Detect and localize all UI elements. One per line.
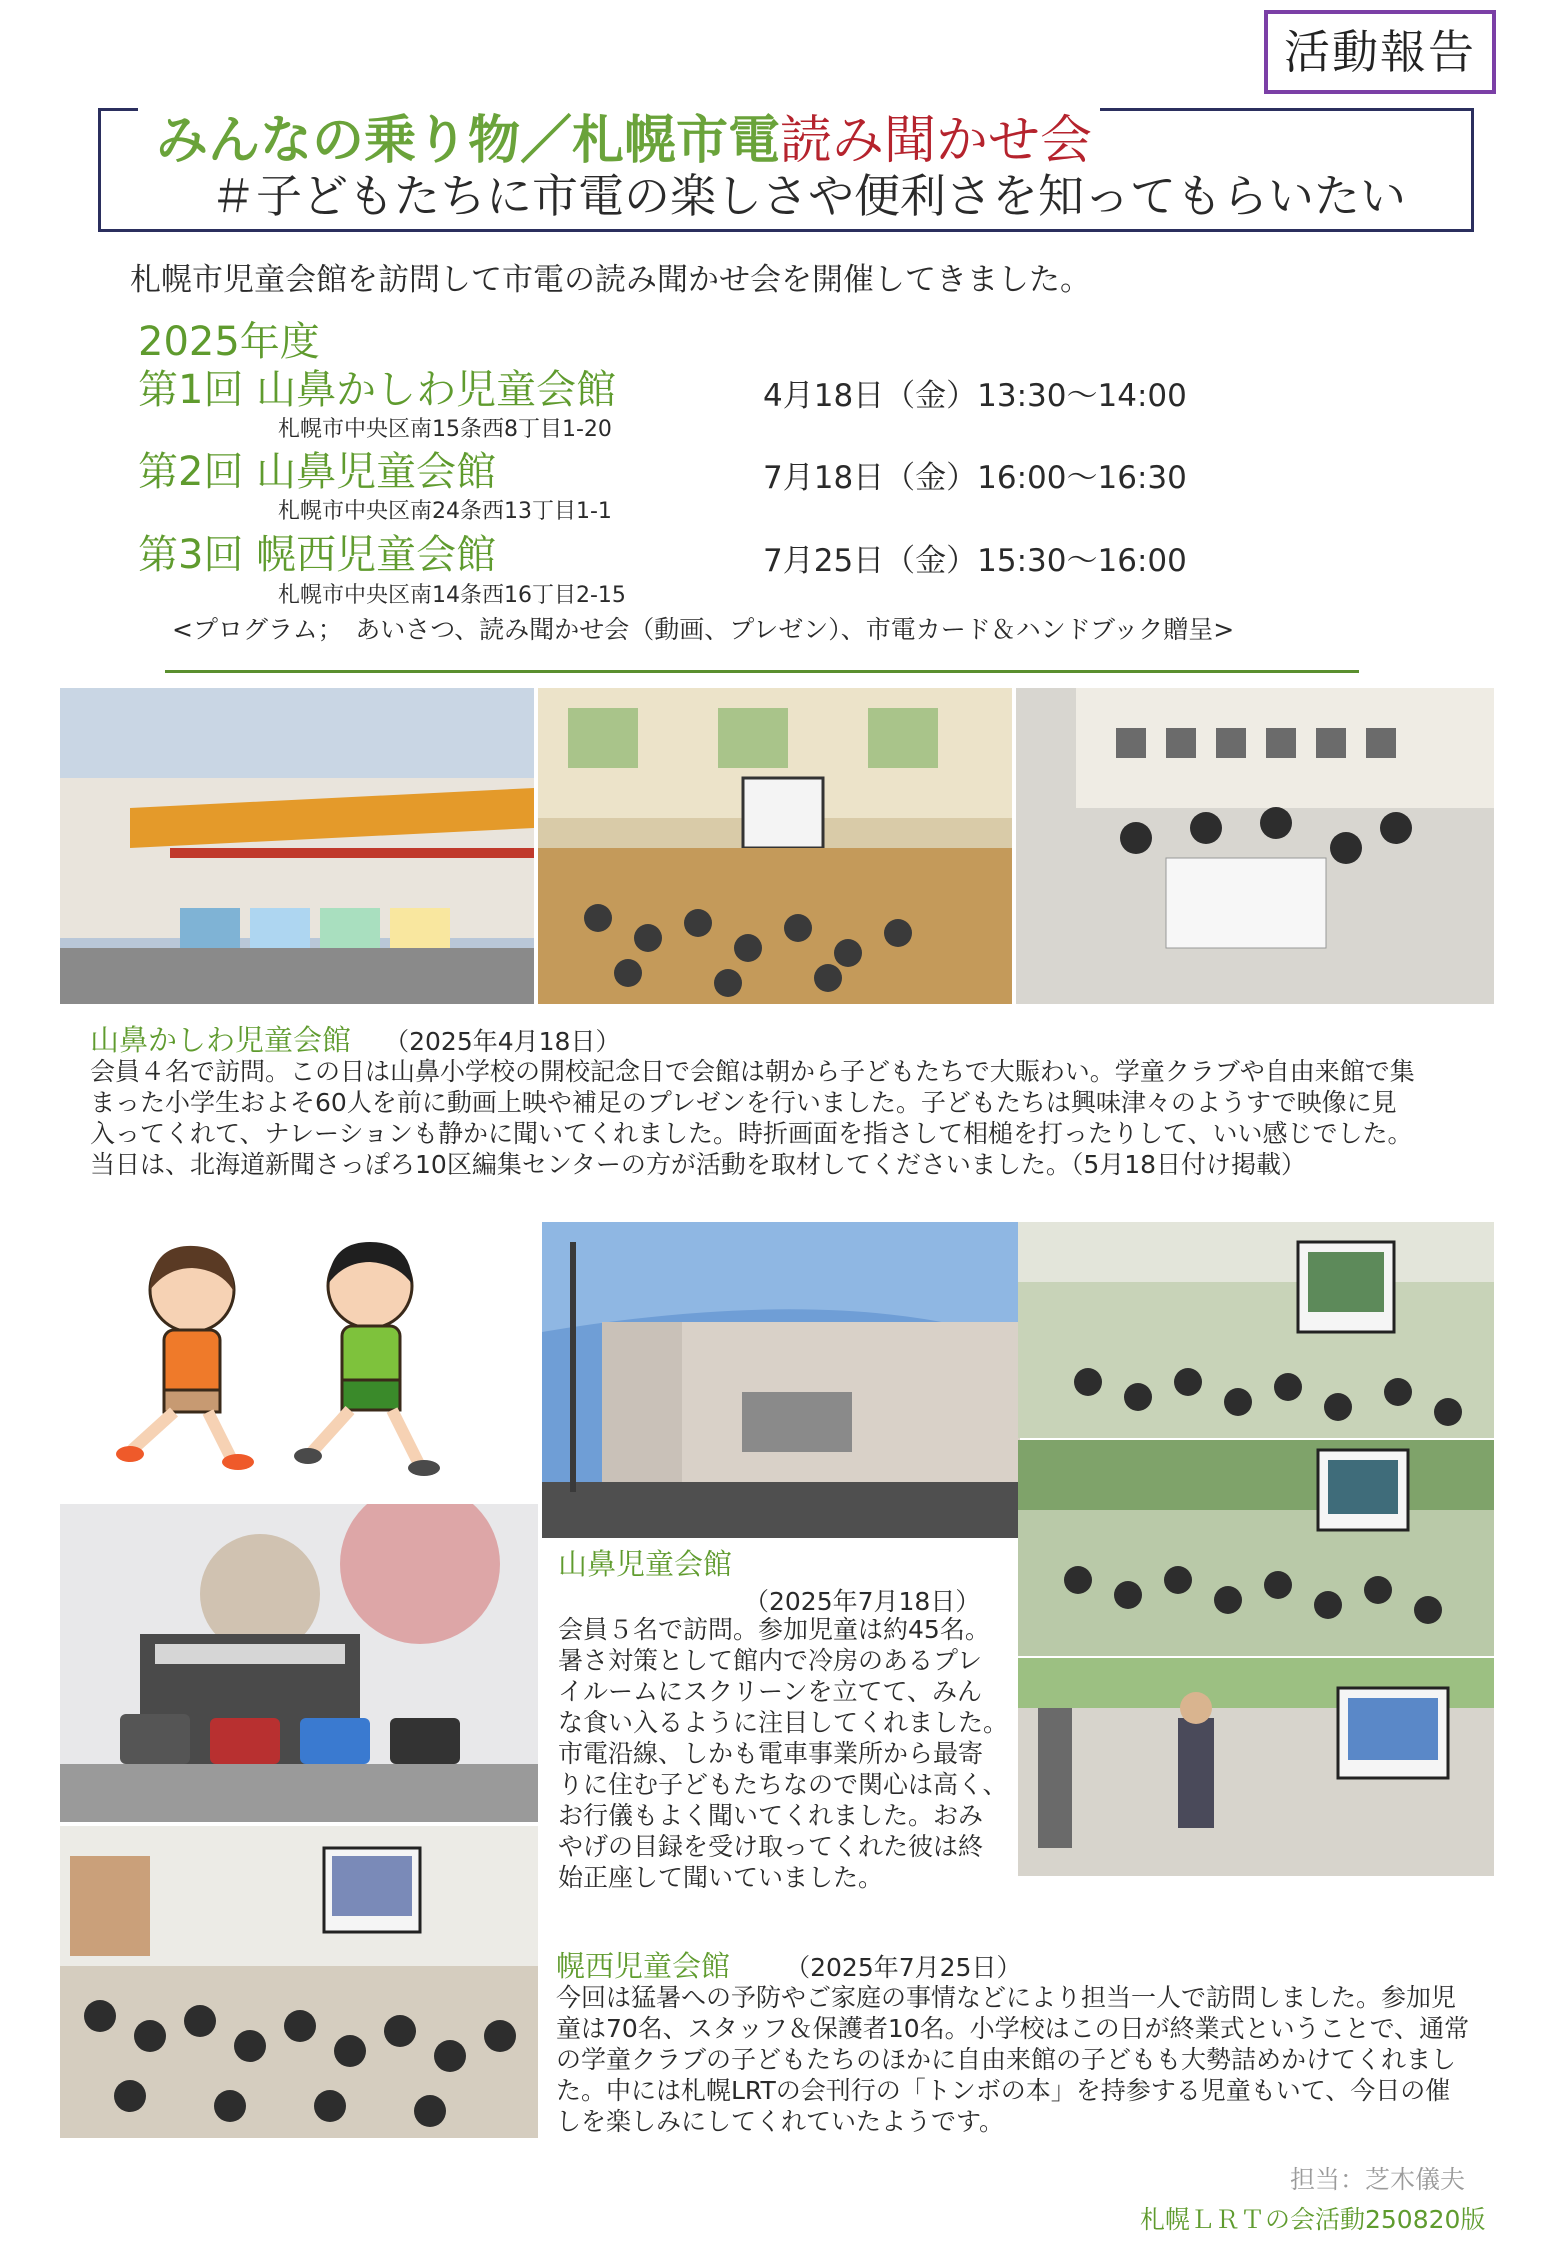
- section1-line: まった小学生およそ60人を前に動画上映や補足のプレゼンを行いました。子どもたちは興味津々のようすで映像に見: [90, 1088, 1397, 1117]
- photo-children-cards: [1016, 688, 1494, 1004]
- section2-body: [558, 1614, 1008, 1893]
- intro-text: 札幌市児童会館を訪問して市電の読み聞かせ会を開催してきました。: [130, 262, 1091, 298]
- footer-version: 札幌ＬＲＴの会活動250820版: [1140, 2205, 1486, 2234]
- event-1-date: 4月18日（金）13:30～14:00: [763, 378, 1187, 414]
- divider: [165, 670, 1359, 673]
- section3-line: た。中には札幌LRTの会刊行の「トンボの本」を持参する児童もいて、今日の催: [556, 2076, 1451, 2105]
- section1-title: 山鼻かしわ児童会館: [90, 1023, 352, 1057]
- event-2-address: 札幌市中央区南24条西13丁目1-1: [278, 499, 612, 524]
- section2-date: （2025年7月18日）: [744, 1587, 981, 1616]
- section2-line: 市電沿線、しかも電車事業所から最寄: [558, 1739, 984, 1768]
- staff-credit: 担当：芝木儀夫: [1290, 2165, 1466, 2194]
- section2-line: 会員５名で訪問。参加児童は約45名。: [558, 1615, 990, 1644]
- photo-horonishi-room: [60, 1826, 538, 2138]
- photo-building-horonishi: [60, 1504, 538, 1822]
- section1-line: 会員４名で訪問。この日は山鼻小学校の開校記念日で会館は朝から子どもたちで大賑わい。学童クラブや自由来館で集: [90, 1057, 1415, 1086]
- event-2-name: 第2回 山鼻児童会館: [138, 449, 497, 495]
- section1-line: 当日は、北海道新聞さっぽろ10区編集センターの方が活動を取材してくださいました。（5月18日付け掲載）: [90, 1150, 1307, 1179]
- photo-yamahana-interior-3: [1018, 1658, 1494, 1876]
- section1-body: [90, 1056, 1415, 1180]
- section1-date: （2025年4月18日）: [384, 1027, 621, 1056]
- event-2-date: 7月18日（金）16:00～16:30: [763, 460, 1187, 496]
- section3-line: しを楽しみにしてくれていたようです。: [556, 2107, 1005, 2136]
- activity-report-badge: 活動報告: [1264, 10, 1496, 94]
- fiscal-year: 2025年度: [138, 319, 320, 365]
- section3-body: [556, 1982, 1469, 2137]
- section2-line: 始正座して聞いていました。: [558, 1863, 884, 1892]
- section2-line: お行儀もよく聞いてくれました。おみ: [558, 1801, 984, 1830]
- program-line: <プログラム； あいさつ、読み聞かせ会（動画、プレゼン）、市電カード＆ハンドブック贈呈>: [172, 615, 1235, 644]
- event-1-name: 第1回 山鼻かしわ児童会館: [138, 367, 617, 413]
- title-frame-top: [1100, 108, 1474, 111]
- photo-yamahana-interior-2: [1018, 1440, 1494, 1656]
- section3-line: 童は70名、スタッフ＆保護者10名。小学校はこの日が終業式ということで、通常: [556, 2014, 1470, 2043]
- section2-line: やげの目録を受け取ってくれた彼は終: [558, 1832, 984, 1861]
- event-3-address: 札幌市中央区南14条西16丁目2-15: [278, 583, 626, 608]
- section2-title: 山鼻児童会館: [558, 1547, 733, 1581]
- section2-line: イルームにスクリーンを立てて、みん: [558, 1677, 983, 1706]
- photo-building-kashiwa: [60, 688, 534, 1004]
- section2-line: な食い入るように注目してくれました。: [558, 1708, 1009, 1737]
- section1-heading: [90, 1018, 620, 1059]
- event-3-date: 7月25日（金）15:30～16:00: [763, 543, 1187, 579]
- section3-heading: [556, 1944, 1021, 1985]
- section3-date: （2025年7月25日）: [785, 1953, 1022, 1982]
- page-subtitle: ＃子どもたちに市電の楽しさや便利さを知ってもらいたい: [210, 169, 1406, 223]
- section2-line: りに住む子どもたちなので関心は高く、: [558, 1770, 1008, 1799]
- children-illustration: [112, 1230, 452, 1480]
- title-red: 読み聞かせ会: [780, 111, 1093, 171]
- section3-line: の学童クラブの子どもたちのほかに自由来館の子どもも大勢詰めかけてくれまし: [556, 2045, 1457, 2074]
- event-1-address: 札幌市中央区南15条西8丁目1-20: [278, 417, 612, 442]
- section2-line: 暑さ対策として館内で冷房のあるプレ: [558, 1646, 983, 1675]
- photo-yamahana-interior-1: [1018, 1222, 1494, 1438]
- title-green: みんなの乗り物／札幌市電: [156, 111, 781, 171]
- section3-line: 今回は猛暑への予防やご家庭の事情などにより担当一人で訪問しました。参加児: [556, 1983, 1457, 2012]
- event-3-name: 第3回 幌西児童会館: [138, 532, 497, 578]
- photo-building-yamahana: [542, 1222, 1020, 1538]
- photo-hall-presentation: [538, 688, 1012, 1004]
- section1-line: 入ってくれて、ナレーションも静かに聞いてくれました。時折画面を指さして相槌を打ったりして、いい感じでした。: [90, 1119, 1413, 1148]
- section3-title: 幌西児童会館: [556, 1949, 731, 1983]
